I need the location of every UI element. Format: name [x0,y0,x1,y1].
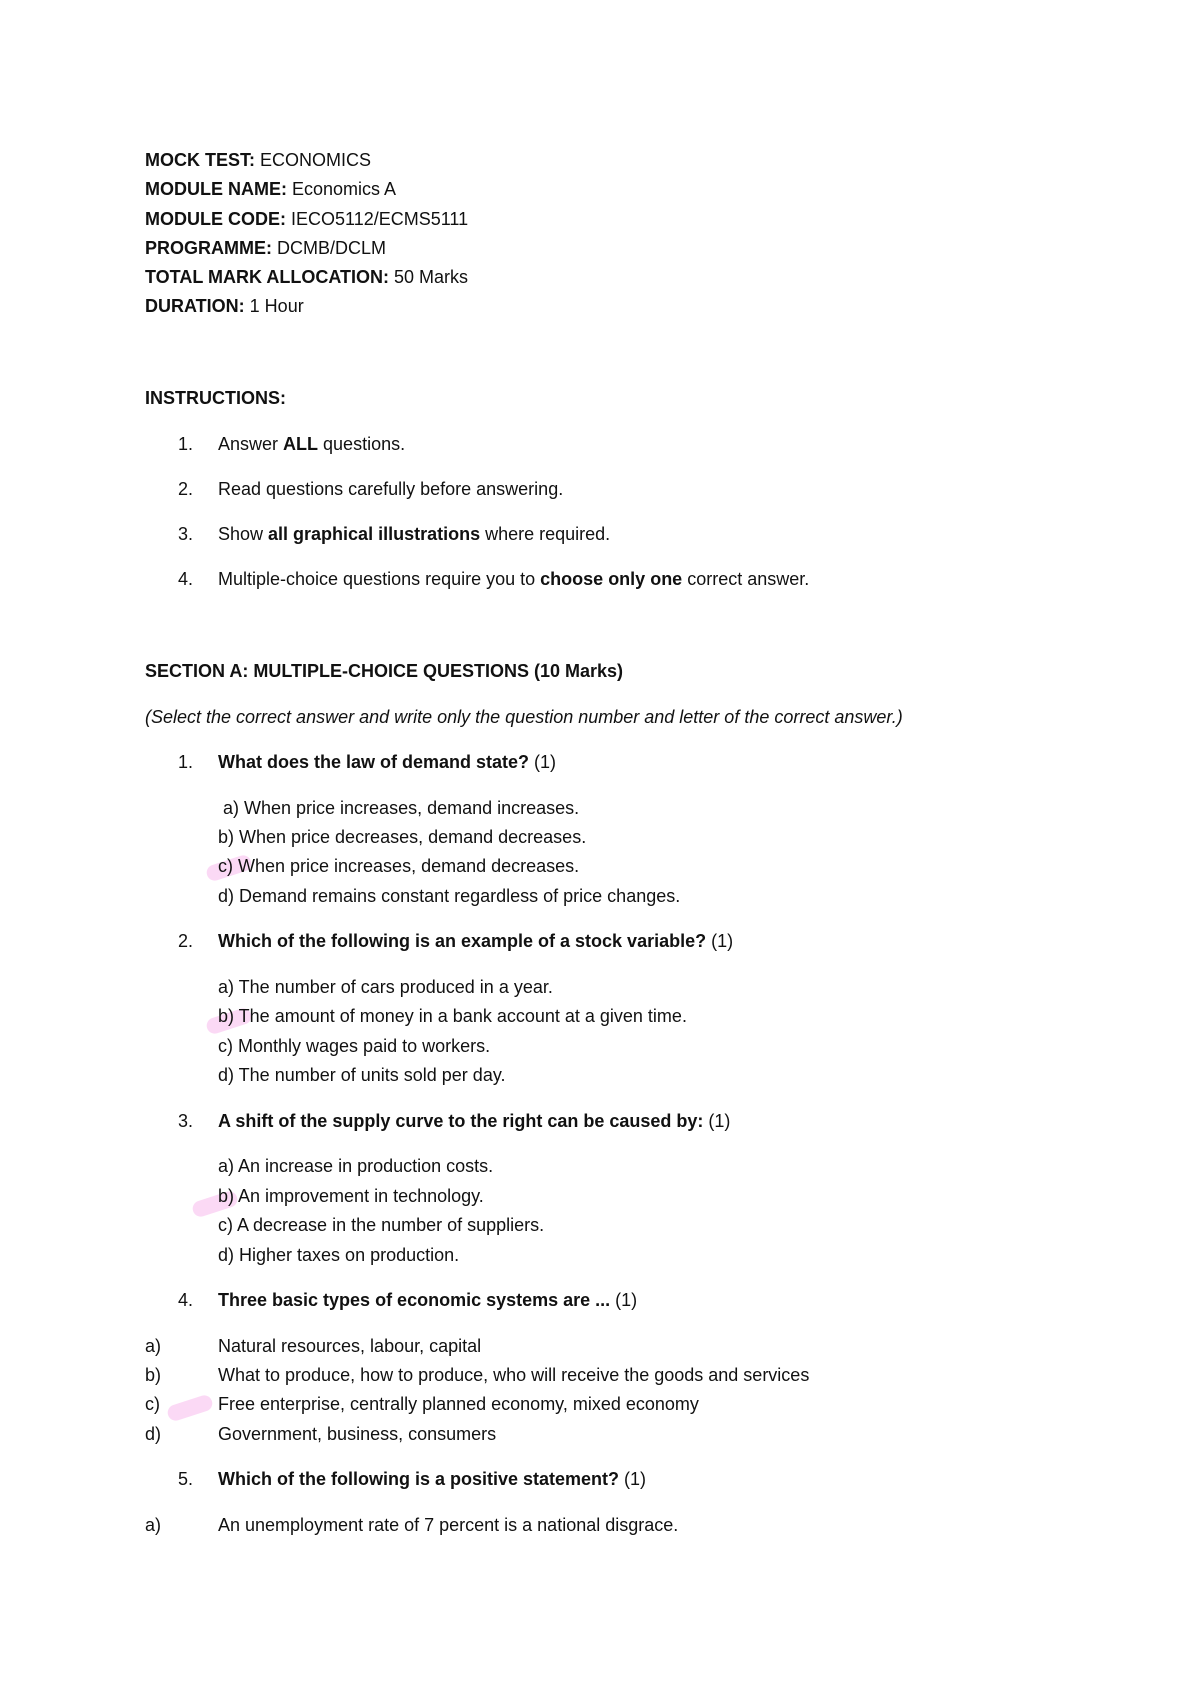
answer-option: What to produce, how to produce, who will receive the goods and services [218,1365,810,1385]
answer-option: b) When price decreases, demand decreases. [218,827,587,847]
answer-option: c) A decrease in the number of suppliers. [218,1215,545,1235]
instruction-number: 4. [178,569,194,589]
question-text: What does the law of demand state? (1) [218,752,557,772]
option-letter: a) [145,1336,162,1356]
question-text: Which of the following is a positive statement? (1) [218,1469,647,1489]
option-letter: d) [145,1424,162,1444]
total-mark-line: TOTAL MARK ALLOCATION: 50 Marks [145,267,469,287]
instruction-number: 3. [178,524,194,544]
answer-option: a) An increase in production costs. [218,1156,494,1176]
section-a-note: (Select the correct answer and write only the question number and letter of the correct answer.) [145,707,903,727]
question-number: 5. [178,1469,194,1489]
question-number: 3. [178,1111,194,1131]
answer-option: d) Higher taxes on production. [218,1245,460,1265]
question-text: A shift of the supply curve to the right can be caused by: (1) [218,1111,731,1131]
instructions-heading: INSTRUCTIONS: [145,388,286,408]
answer-option: b) The amount of money in a bank account at a given time. [218,1006,687,1026]
duration-line: DURATION: 1 Hour [145,296,304,316]
instruction-item: Multiple-choice questions require you to choose only one correct answer. [218,569,810,589]
instruction-item: Read questions carefully before answering. [218,479,564,499]
answer-option: c) When price increases, demand decreases. [218,856,580,876]
answer-option: c) Monthly wages paid to workers. [218,1036,491,1056]
programme-line: PROGRAMME: DCMB/DCLM [145,238,387,258]
module-code-line: MODULE CODE: IECO5112/ECMS5111 [145,209,469,229]
answer-option: d) Demand remains constant regardless of price changes. [218,886,681,906]
instruction-number: 2. [178,479,194,499]
instruction-item: Show all graphical illustrations where required. [218,524,611,544]
mock-test-line: MOCK TEST: ECONOMICS [145,150,372,170]
highlight-mark [166,1393,215,1422]
answer-option: Free enterprise, centrally planned economy, mixed economy [218,1394,699,1414]
question-number: 1. [178,752,194,772]
answer-option: d) The number of units sold per day. [218,1065,506,1085]
answer-option: An unemployment rate of 7 percent is a national disgrace. [218,1515,679,1535]
answer-option: Government, business, consumers [218,1424,497,1444]
instruction-item: Answer ALL questions. [218,434,406,454]
section-a-heading: SECTION A: MULTIPLE-CHOICE QUESTIONS (10 Marks) [145,661,624,681]
answer-option: b) An improvement in technology. [218,1186,484,1206]
option-letter: b) [145,1365,162,1385]
instruction-number: 1. [178,434,194,454]
module-name-line: MODULE NAME: Economics A [145,179,397,199]
answer-option: Natural resources, labour, capital [218,1336,482,1356]
option-letter: c) [145,1394,160,1414]
answer-option: a) The number of cars produced in a year. [218,977,553,997]
option-letter: a) [145,1515,162,1535]
question-number: 2. [178,931,194,951]
question-text: Three basic types of economic systems are ... (1) [218,1290,638,1310]
question-number: 4. [178,1290,194,1310]
answer-option: a) When price increases, demand increases. [223,798,580,818]
question-text: Which of the following is an example of a stock variable? (1) [218,931,734,951]
